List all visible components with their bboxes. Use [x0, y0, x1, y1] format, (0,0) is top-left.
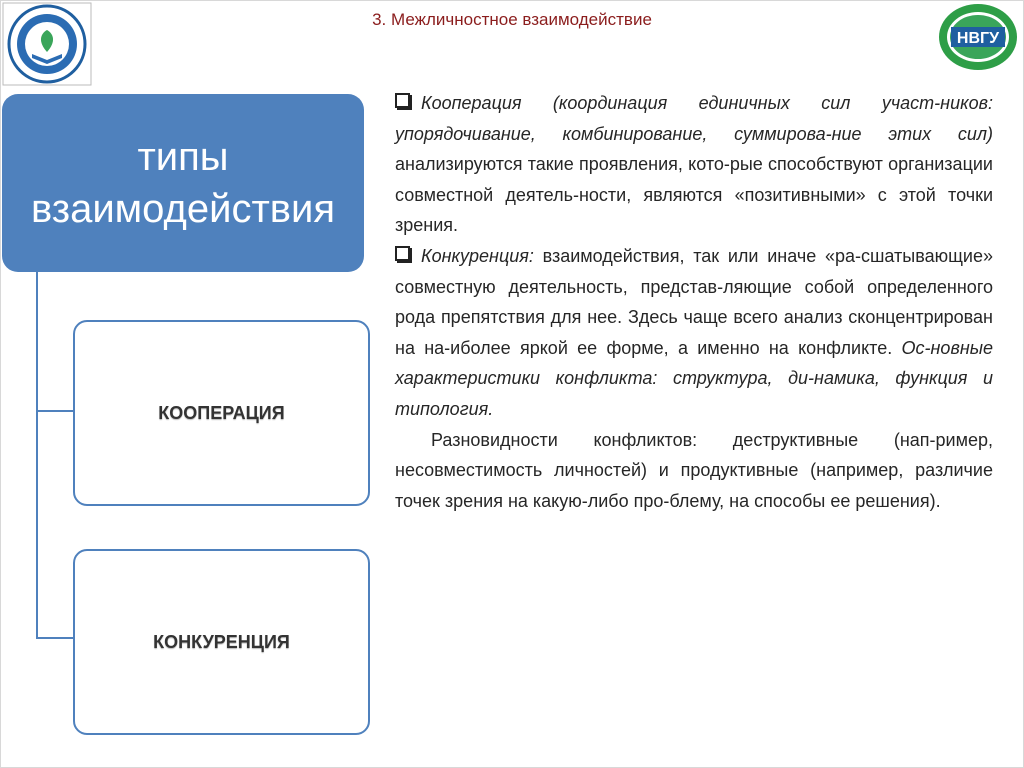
connector-branch-competition: [36, 637, 74, 639]
cooperation-term: Кооперация (координация единичных сил участ-ников: упорядочивание, комбинирование, суммирова-ние этих сил): [395, 93, 993, 144]
nvgu-logo-text: НВГУ: [956, 30, 1000, 47]
interaction-types-box: [2, 94, 364, 272]
slide-title: 3. Межличностное взаимодействие: [372, 10, 652, 29]
cooperation-label: КООПЕРАЦИЯ: [158, 402, 285, 423]
connector-branch-cooperation: [36, 410, 74, 412]
main-label-line-2: взаимодействия: [30, 187, 336, 231]
paragraph-conflict-types: Разновидности конфликтов: деструктивные (нап-ример, несовместимость личностей) и продуктивные (например, различие точек зрения на какую-либо про-блему, на способы ее решения).: [395, 429, 993, 511]
connector-vertical-line: [36, 272, 38, 638]
cooperation-box: [73, 320, 370, 506]
nvgu-university-logo: [937, 2, 1019, 72]
cooperation-description: анализируются такие проявления, кото-рые способствуют организации совместной деятель-ности, являются «позитивными» с этой точки зрения.: [395, 154, 993, 236]
competition-term: Конкуренция:: [421, 245, 534, 266]
checkbox-bullet-icon: [395, 93, 410, 108]
conflict-characteristics: Ос-новные характеристики конфликта: структура, ди-намика, функция и типология.: [395, 337, 993, 419]
competition-label: КОНКУРЕНЦИЯ: [153, 631, 290, 652]
competition-description: взаимодействия, так или иначе «ра-сшатывающие» совместную деятельность, представ-ляющие собой определенного рода препятствия для нее. Здесь чаще всего анализ сконцентрирован на на-иболее яркой ее форме, а именно на конфликте.: [395, 245, 993, 358]
content-text-block: [395, 88, 993, 516]
paragraph-cooperation: [395, 88, 993, 241]
main-label-line-1: типы: [137, 135, 229, 179]
competition-box: [73, 549, 370, 735]
checkbox-bullet-icon: [395, 246, 410, 261]
paragraph-competition: [395, 241, 993, 425]
